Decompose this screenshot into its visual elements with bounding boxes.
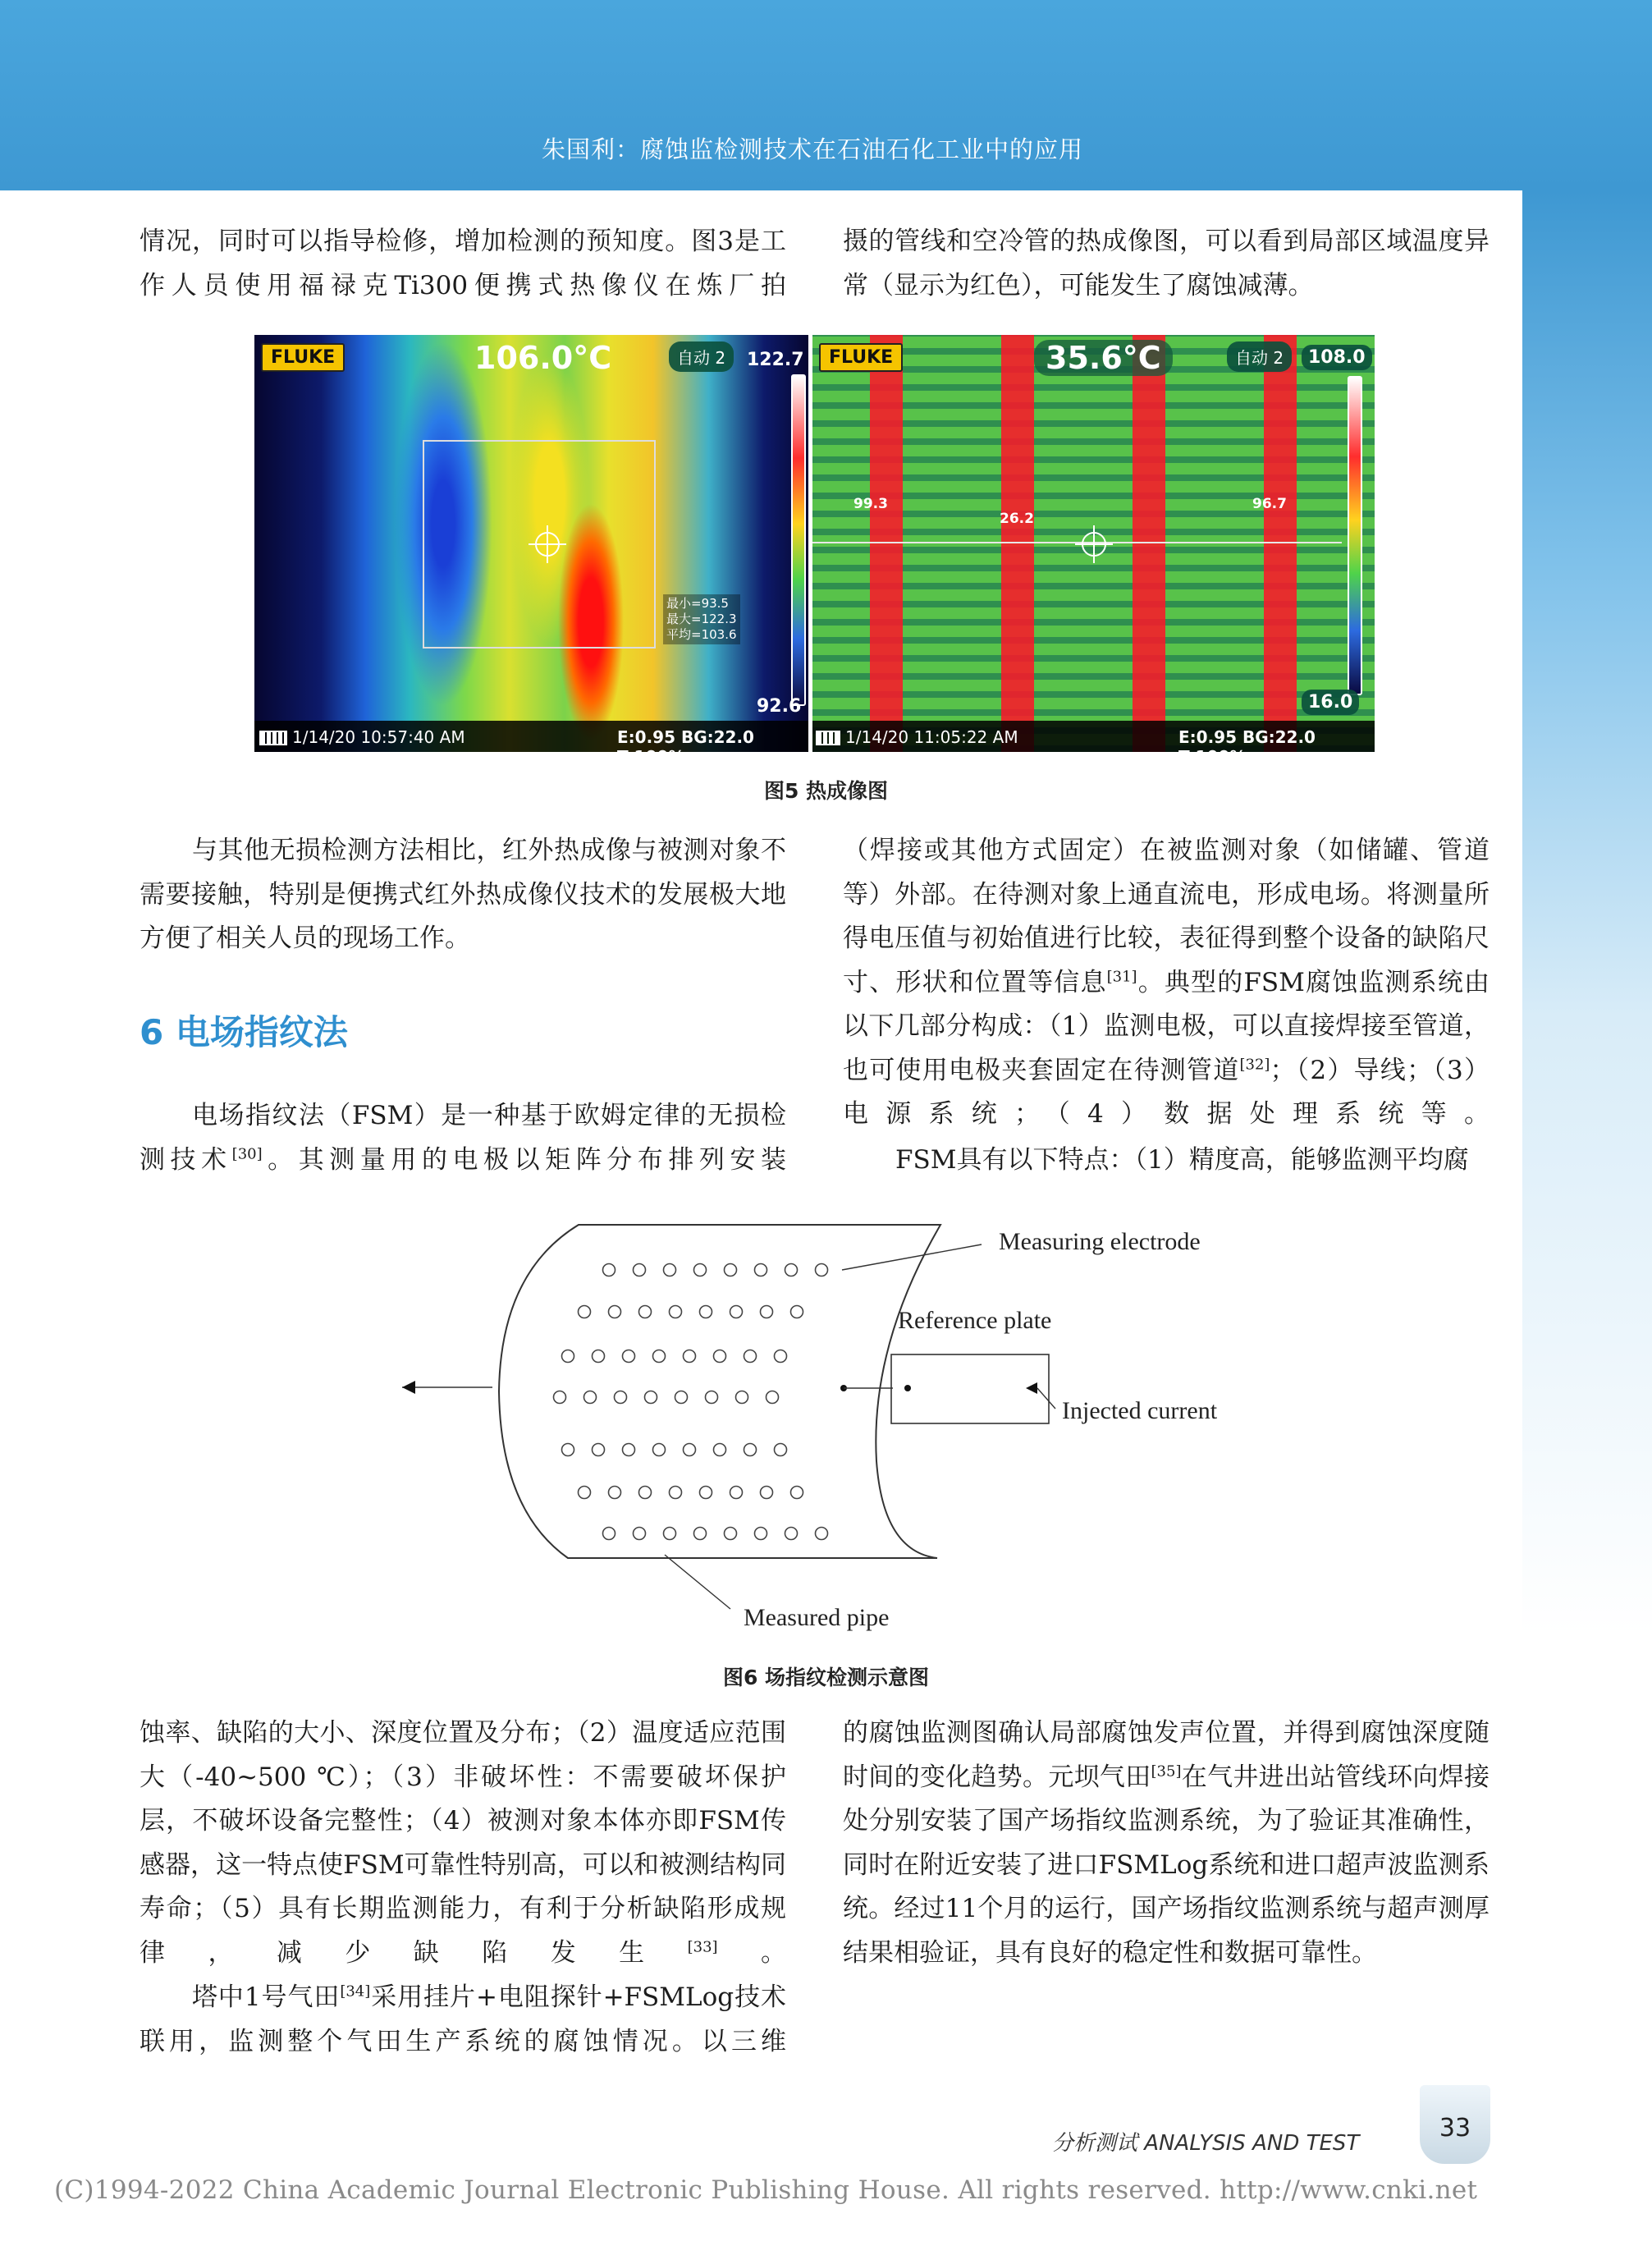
electrode	[645, 1391, 657, 1404]
text-run: 电场指纹法（FSM）是一种基于欧姆定律的无损检测技术	[140, 1101, 786, 1175]
color-scale-bar	[791, 374, 806, 706]
fluke-logo: FLUKE	[819, 343, 903, 372]
figure5-caption: 图5 热成像图	[763, 779, 889, 803]
running-title: 朱国利：腐蚀监检测技术在石油石化工业中的应用	[541, 135, 1083, 163]
electrode	[694, 1528, 707, 1540]
electrode	[603, 1528, 615, 1540]
electrode	[593, 1350, 605, 1363]
electrode	[634, 1528, 646, 1540]
color-scale-bar	[1348, 376, 1362, 695]
electrode	[653, 1350, 666, 1363]
intro-right-text: 摄的管线和空冷管的热成像图，可以看到局部区域温度异常（显示为红色），可能发生了腐蚀减薄。	[843, 227, 1490, 300]
crosshair-icon	[535, 532, 560, 557]
electrode-pointer	[842, 1244, 982, 1270]
electrode	[785, 1528, 798, 1540]
citation: [34]	[340, 1982, 371, 2001]
electrode	[730, 1306, 743, 1318]
electrode	[791, 1487, 803, 1499]
mode-label: 自动 2	[1227, 341, 1292, 372]
text-run: 的腐蚀监测图确认局部腐蚀发声位置，并得到腐蚀深度随时间的变化趋势。元坝气田	[843, 1718, 1490, 1792]
electrode	[579, 1306, 591, 1318]
stats-min: 最小=93.5	[666, 596, 729, 611]
electrode	[609, 1487, 621, 1499]
paragraph-yuanba	[843, 1712, 1490, 1975]
paragraph-fsm-features-start: FSM具有以下特点：（1）精度高，能够监测平均腐	[895, 1145, 1469, 1175]
electrode	[562, 1350, 574, 1363]
status-bar	[812, 721, 1375, 767]
copyright-notice: (C)1994-2022 China Academic Journal Electronic Publishing House. All rights reserved. http://www.cnki.net	[54, 2175, 1478, 2205]
intro-left-text: 情况，同时可以指导检修，增加检测的预知度。图3是工作人员使用福禄克Ti300便携式热像仪在炼厂拍	[140, 227, 786, 300]
label-reference-plate: Reference plate	[898, 1307, 1052, 1334]
electrode	[775, 1350, 787, 1363]
electrode	[694, 1264, 707, 1276]
electrode	[593, 1444, 605, 1456]
citation: [32]	[1239, 1056, 1270, 1074]
electrode	[639, 1487, 652, 1499]
electrode	[755, 1264, 767, 1276]
electrode	[730, 1487, 743, 1499]
electrode	[791, 1306, 803, 1318]
label-measuring-electrode: Measuring electrode	[999, 1228, 1201, 1255]
text-run: 采用挂片+电阻探针+FSMLog技术联用，监测整个气田生产系统的腐蚀情况。以三维	[140, 1982, 786, 2056]
electrode	[584, 1391, 597, 1404]
electrode	[816, 1264, 828, 1276]
citation: [30]	[231, 1145, 263, 1163]
electrode	[562, 1444, 574, 1456]
scale-min: 16.0	[1302, 690, 1359, 715]
electrode	[623, 1350, 635, 1363]
electrode	[579, 1487, 591, 1499]
electrode	[744, 1444, 757, 1456]
battery-icon	[816, 731, 840, 745]
electrode	[700, 1306, 712, 1318]
electrode	[714, 1350, 726, 1363]
electrode-grid	[554, 1264, 828, 1540]
electrode	[603, 1264, 615, 1276]
settings: E:0.95 BG:22.0 T:100%	[1178, 727, 1316, 767]
electrode	[664, 1264, 676, 1276]
electrode	[725, 1264, 737, 1276]
text-run: 。典型的FSM腐蚀监测系统由以下几部分构成：（1）监测电极，可以直接焊接至管道，也可使用电极夹套固定在待测管道	[843, 967, 1490, 1085]
mode-label: 自动 2	[669, 341, 734, 372]
journal-name: 分析测试 ANALYSIS AND TEST	[1052, 2131, 1360, 2156]
text-run: 。其测量用的电极以矩阵分布排列安装	[262, 1144, 787, 1175]
electrode	[554, 1391, 566, 1404]
spot-temp-2: 26.2	[1000, 511, 1034, 527]
text-run: 在气井进出站管线环向焊接处分别安装了国产场指纹监测系统，为了验证其准确性，同时在附近安装了进口FSMLog系统和进口超声波监测系统。经过11个月的运行，国产场指纹监测系统与超声测厚结果相验证，具有良好的稳定性和数据可靠性。	[843, 1762, 1490, 1968]
electrode	[684, 1444, 696, 1456]
electrode	[755, 1528, 767, 1540]
pipe-outline	[499, 1225, 940, 1558]
battery-icon	[259, 731, 287, 745]
electrode	[761, 1306, 773, 1318]
citation: [33]	[687, 1938, 718, 1956]
timestamp: 1/14/20 10:57:40 AM	[292, 727, 465, 747]
electrode	[675, 1391, 688, 1404]
settings: E:0.95 BG:22.0 T:100%	[617, 727, 754, 767]
text-run: 蚀率、缺陷的大小、深度位置及分布；（2）温度适应范围大（-40~500 ℃）；（3）非破坏性：不需要破坏保护层，不破坏设备完整性；（4）被测对象本体亦即FSM传感器，这一特点使FSM可靠性特别高，可以和被测结构同寿命；（5）具有长期监测能力，有利于分析缺陷形成规律，减少缺陷发生	[140, 1718, 786, 1968]
text-run: 塔中1号气田	[192, 1982, 341, 2012]
electrode	[623, 1444, 635, 1456]
stats-box	[663, 594, 740, 644]
fluke-logo: FLUKE	[261, 343, 345, 372]
current-pointer	[1037, 1388, 1055, 1409]
page-number: 33	[1439, 2114, 1471, 2143]
text-run: 。	[717, 1937, 787, 1968]
crosshair-icon	[1082, 532, 1106, 557]
citation: [31]	[1106, 968, 1137, 986]
electrode	[653, 1444, 666, 1456]
spot-temp-1: 99.3	[853, 496, 888, 512]
electrode	[775, 1444, 787, 1456]
electrode	[670, 1306, 682, 1318]
electrode	[634, 1264, 646, 1276]
center-temperature: 106.0°C	[474, 340, 612, 376]
stats-max: 最大=122.3	[666, 612, 737, 626]
stats-avg: 平均=103.6	[666, 627, 737, 642]
thermal-image-right	[812, 335, 1375, 767]
electrode	[761, 1487, 773, 1499]
electrode	[767, 1391, 779, 1404]
arrow-head-icon	[402, 1381, 415, 1394]
section-heading: 6 电场指纹法	[140, 1012, 348, 1052]
paragraph-fsm-intro	[140, 1094, 786, 1182]
spot-temp-3: 96.7	[1252, 496, 1287, 512]
label-measured-pipe: Measured pipe	[744, 1604, 890, 1631]
current-arrow-icon	[1026, 1382, 1037, 1394]
electrode	[816, 1528, 828, 1540]
text-run: （焊接或其他方式固定）在被监测对象（如储罐、管道等）外部。在待测对象上通直流电，形成电场。将测量所得电压值与初始值进行比较，表征得到整个设备的缺陷尺寸、形状和位置等信息	[843, 836, 1490, 997]
timestamp: 1/14/20 11:05:22 AM	[845, 727, 1018, 747]
header-side-band	[1522, 190, 1652, 2255]
paragraph-tazhong	[140, 1976, 786, 2064]
pipe-pointer	[665, 1555, 730, 1609]
thermal-image-left	[254, 335, 808, 767]
paragraph-thermal-summary: 与其他无损检测方法相比，红外热成像与被测对象不需要接触，特别是便携式红外热成像仪技术的发展极大地方便了相关人员的现场工作。	[140, 836, 786, 953]
electrode	[725, 1528, 737, 1540]
scale-max: 108.0	[1302, 345, 1372, 370]
electrode	[744, 1350, 757, 1363]
figure6-caption: 图6 场指纹检测示意图	[722, 1666, 930, 1689]
electrode	[609, 1306, 621, 1318]
electrode	[714, 1444, 726, 1456]
electrode	[670, 1487, 682, 1499]
electrode	[785, 1264, 798, 1276]
text-run: ；（2）导线；（3）电源系统；（4）数据处理系统等。	[843, 1055, 1490, 1129]
citation: [35]	[1151, 1762, 1182, 1781]
paragraph-fsm-features	[140, 1712, 786, 1975]
electrode	[684, 1350, 696, 1363]
fsm-diagram	[386, 1215, 1256, 1642]
electrode	[664, 1528, 676, 1540]
electrode	[736, 1391, 748, 1404]
center-temperature: 35.6°C	[1034, 340, 1173, 376]
scale-min: 92.6	[757, 696, 802, 717]
electrode	[700, 1487, 712, 1499]
reference-plate	[891, 1354, 1049, 1423]
paragraph-fsm-method	[843, 829, 1490, 1137]
electrode	[615, 1391, 627, 1404]
electrode	[706, 1391, 718, 1404]
reference-dot	[904, 1385, 911, 1391]
label-injected-current: Injected current	[1062, 1397, 1218, 1424]
electrode	[639, 1306, 652, 1318]
status-bar	[254, 721, 808, 767]
scale-max: 122.7	[747, 350, 804, 370]
